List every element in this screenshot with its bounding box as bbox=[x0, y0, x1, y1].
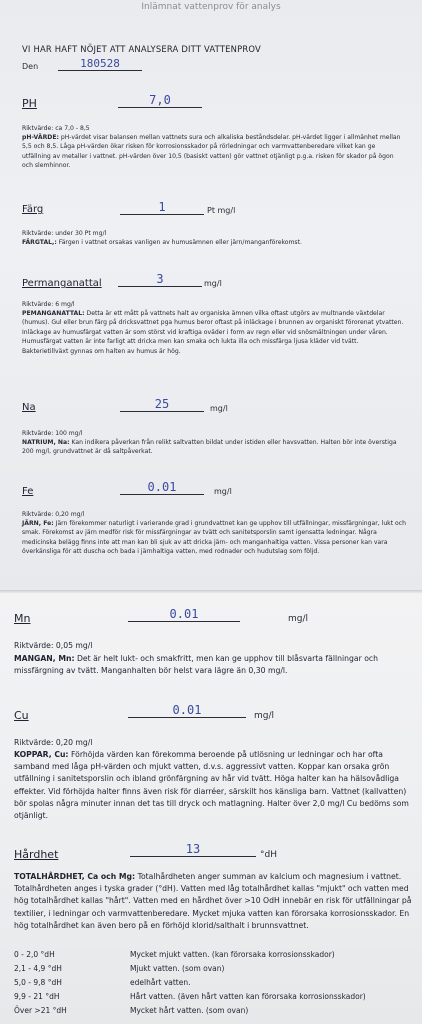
farg-description: FÄRGTAL,: Färgen i vattnet orsakas vanligen av humusämnen eller järn/manganförekomst. bbox=[22, 239, 302, 246]
mn-riktvarde: Riktvärde: 0,05 mg/l bbox=[14, 641, 93, 650]
hardhet-label: Hårdhet bbox=[14, 848, 59, 861]
cu-unit: mg/l bbox=[254, 711, 275, 721]
farg-value: 1 bbox=[120, 201, 204, 215]
na-unit: mg/l bbox=[210, 404, 228, 413]
sheet-header: Inlämnat vattenprov för analys bbox=[141, 2, 281, 12]
hardness-class: Mycket hårt vatten. (som ovan) bbox=[130, 1006, 249, 1015]
hardhet-value: 13 bbox=[130, 843, 256, 857]
hardness-row bbox=[14, 978, 191, 987]
fe-label: Fe bbox=[22, 486, 34, 497]
permanganat-value: 3 bbox=[118, 273, 202, 287]
hardhet-unit: °dH bbox=[260, 850, 277, 860]
date-value: 180528 bbox=[58, 57, 142, 71]
cu-value: 0.01 bbox=[128, 704, 246, 718]
date-label: Den bbox=[22, 62, 39, 71]
hardness-range: 2,1 - 4,9 °dH bbox=[14, 964, 62, 973]
hardness-row bbox=[14, 992, 366, 1001]
permanganat-label: Permanganattal bbox=[22, 278, 102, 289]
cu-label: Cu bbox=[14, 709, 29, 722]
hardness-class: edelhårt vatten. bbox=[130, 978, 191, 987]
permanganat-riktvarde: Riktvärde: 6 mg/l bbox=[22, 301, 75, 308]
fe-unit: mg/l bbox=[214, 487, 232, 496]
farg-riktvarde: Riktvärde: under 30 Pt mg/l bbox=[22, 230, 107, 237]
hardness-range: 5,0 - 9,8 °dH bbox=[14, 978, 62, 987]
hardness-row bbox=[14, 1006, 248, 1015]
permanganat-unit: mg/l bbox=[204, 279, 222, 288]
na-description: NATRIUM, Na: Kan indikera påverkan från relikt saltvatten bildat under istiden eller havsvatten. Halten bör inte överstiga 200 mg/l, grundvattnet är då saltpåverkat. bbox=[22, 439, 397, 456]
ph-label: PH bbox=[22, 97, 37, 110]
fe-riktvarde: Riktvärde: 0,20 mg/l bbox=[22, 511, 85, 518]
permanganat-description: PEMANGANATTAL: Detta är ett mått på vattnets halt av organiska ämnen vilka oftast utgörs av multnande växtdelar (humus). Gul eller brun färg på dricksvattnet pga humus beror oftast på inläckage i brunnen av organiskt förorenat ytvatten. Inläckage av humusfärgat vatten är som störst vid kraftiga oväder i form av regn eller vid snösmältningen under våren. Humusfärgat vatten är inte farligt att dricka men kan smaka och lukta illa och missfärga ljusa kläder vid tvätt. Bakterietillväxt gynnas om halten av humus är hög. bbox=[22, 310, 404, 355]
hardness-row bbox=[14, 950, 335, 959]
na-value: 25 bbox=[120, 398, 204, 412]
hardness-class: Mycket mjukt vatten. (kan förorsaka korrosionsskador) bbox=[130, 950, 335, 959]
hardness-row bbox=[14, 964, 224, 973]
ph-value: 7,0 bbox=[118, 94, 202, 108]
ph-description: pH-VÄRDE: pH-värdet visar balansen mellan vattnets sura och alkaliska beståndsdelar. pH-värdet ligger i allmänhet mellan 5,5 och 8,5. Låga pH-värden ökar risken för korrosionsskador på rörledningar och varmvattenberedare vilket kan ge utfällning av metaller i vattnet. pH-värden över 10,5 (basiskt vatten) gör vattnet otjänligt p.g.a. risken för skador på ögon och slemhinnor. bbox=[22, 134, 401, 170]
cu-riktvarde: Riktvärde: 0,20 mg/l bbox=[14, 738, 93, 747]
intro-heading: VI HAR HAFT NÖJET ATT ANALYSERA DITT VATTENPROV bbox=[22, 44, 261, 54]
fe-value: 0.01 bbox=[120, 481, 204, 495]
mn-unit: mg/l bbox=[288, 614, 309, 624]
na-riktvarde: Riktvärde: 100 mg/l bbox=[22, 430, 83, 437]
fe-description: JÄRN, Fe: Järn förekommer naturligt i varierande grad i grundvattnet kan ge upphov till utfällningar, missfärgningar, lukt och smak. Förekomst av järn medför risk för missfärgningar av tvätt och sanitetsporslin samt igensatta ledningar. Några medicinska belägg finns inte att man kan bli sjuk av att dricka järn- och manganhaltiga vatten. Vissa personer kan vara överkänsliga för att duscha och bada i järnhaltiga vatten, med rodnader och hudutslag som följd. bbox=[22, 520, 406, 556]
farg-unit: Pt mg/l bbox=[207, 206, 236, 215]
na-label: Na bbox=[22, 402, 36, 413]
hardness-range: 0 - 2,0 °dH bbox=[14, 950, 55, 959]
cu-description: KOPPAR, Cu: Förhöjda värden kan förekomma beroende på utlösning ur ledningar och har ofta samband med låga pH-värden och mjukt vatten, d.v.s. aggressivt vatten. Koppar kan orsaka grön utfällning i sanitetsporslin och ibland grönfärgning av hår vid tvätt. Höga halter kan ha hälsovådliga effekter. Vid förhöjda halter finns även risk för diarréer, särskilt hos känsliga barn. Vattnet (kallvatten) bör spolas några minuter innan det tas till dryck och matlagning. Halter över 2,0 mg/l Cu bedöms som otjänligt. bbox=[14, 750, 409, 821]
mn-value: 0.01 bbox=[128, 608, 240, 622]
hardness-class: Mjukt vatten. (som ovan) bbox=[130, 964, 225, 973]
hardness-range: 9,9 - 21 °dH bbox=[14, 992, 60, 1001]
mn-label: Mn bbox=[14, 612, 31, 625]
hardhet-description: TOTALHÅRDHET, Ca och Mg: Totalhårdheten anger summan av kalcium och magnesium i vattnet. Totalhårdheten anges i tyska grader (°dH). Vatten med låg totalhårdhet kallas "mjukt" och vatten med hög totalhårdhet kallas "hårt". Vatten med en hårdhet över >10 OdH innebär en risk för utfällningar på textilier, i ledningar och varmvattenberedare. Mycket mjuka vatten kan förorsaka korrosionsskador. En hög totalhårdhet kan även bero på en förhöjd klorid/salthalt i brunnsvattnet. bbox=[14, 872, 412, 930]
ph-riktvarde: Riktvärde: ca 7,0 - 8,5 bbox=[22, 125, 90, 132]
farg-label: Färg bbox=[22, 204, 44, 215]
mn-description: MANGAN, Mn: Det är helt lukt- och smakfritt, men kan ge upphov till blåsvarta fällningar och missfärgning av tvätt. Manganhalten bör helst vara lägre än 0,30 mg/l. bbox=[14, 654, 378, 676]
page-fold bbox=[0, 590, 422, 594]
hardness-range: Över >21 °dH bbox=[14, 1006, 67, 1015]
hardness-class: Hårt vatten. (även hårt vatten kan förorsaka korrosionsskador) bbox=[130, 992, 366, 1001]
